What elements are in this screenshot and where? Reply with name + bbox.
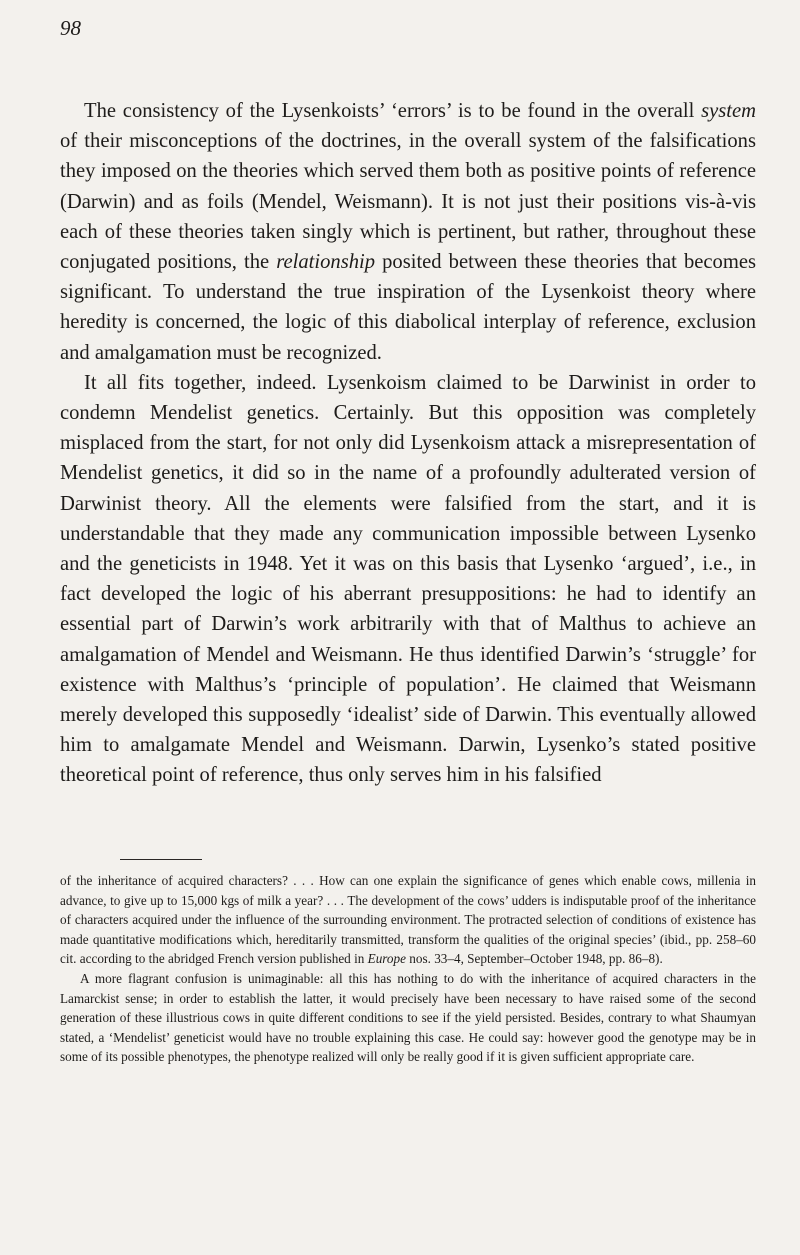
footnote-1-part-a: of the inheritance of acquired characters? . . . How can one explain the significance of genes which enable cows, millenia in advance, to give up to 15,000 kgs of milk a year? . . . The development of the cows’ udders is indisputable proof of the inheritance of characters acquired under the influence of the surrounding environment. The protracted selection of conditions of existence has made quantitative modifications which, hereditarily transmitted, transform the qualities of the original species’ (ibid., pp. 258–60 cit. according to the abridged French version published in [60,873,756,967]
paragraph-2: It all fits together, indeed. Lysenkoism claimed to be Darwinist in order to condemn Mendelist genetics. Certainly. But this opposition was completely misplaced from the start, for not only did Lysenkoism attack a misrepresentation of Mendelist genetics, it did so in the name of a profoundly adulterated version of Darwinist theory. All the elements were falsified from the start, and it is understandable that they made any communication impossible between Lysenko and the geneticists in 1948. Yet it was on this basis that Lysenko ‘argued’, i.e., in fact developed the logic of his aberrant presuppositions: he had to identify an essential part of Darwin’s work arbitrarily with that of Malthus to achieve an amalgamation of Mendel and Weismann. He thus identified Darwin’s ‘struggle’ for existence with Malthus’s ‘principle of population’. He claimed that Weismann merely developed this supposedly ‘idealist’ side of Darwin. This eventually allowed him to amalgamate Mendel and Weismann. Darwin, Lysenko’s stated positive theoretical point of reference, thus only serves him in his falsified [60,371,756,787]
footnote [60,871,756,1067]
page-number: 98 [60,16,81,40]
emphasis-europe: Europe [367,951,406,967]
emphasis-system: system [701,100,756,122]
paragraph-1 [60,96,756,368]
footnote-paragraph-1 [60,871,756,969]
footnote-1-part-c: nos. 33–4, September–October 1948, pp. 86–8). [405,951,663,967]
footnote-divider [120,859,202,860]
paragraph-1-part-c: of their misconceptions of the doctrines, in the overall system of the falsifications they imposed on the theories which served them both as positive points of reference (Darwin) and as foils (Mendel, Weismann). It is not just their positions vis-à-vis each of these theories taken singly which is pertinent, but rather, throughout these conjugated positions, the [60,130,756,274]
footnote-paragraph-2: A more flagrant confusion is unimaginable: all this has nothing to do with the inheritance of acquired characters in the Lamarckist sense; in order to establish the latter, it would precisely have been necessary to have raised some of the second generation of these illustrious cows in quite different conditions to see if the yield persisted. Besides, contrary to what Shaumyan stated, a ‘Mendelist’ geneticist would have no trouble explaining this case. He could say: however good the genotype may be in some of its possible phenotypes, the phenotype realized will only be really good if it is given sufficient appropriate care. [60,970,756,1065]
main-text [60,96,756,791]
paragraph-1-part-a: The consistency of the Lysenkoists’ ‘errors’ is to be found in the overall [84,100,702,122]
paragraph-1-part-e: posited between these theories that becomes significant. To understand the true inspiration of the Lysenkoist theory where heredity is concerned, the logic of this diabolical interplay of reference, exclusion and amalgamation must be recognized. [60,251,757,364]
emphasis-relationship: relationship [276,251,376,274]
